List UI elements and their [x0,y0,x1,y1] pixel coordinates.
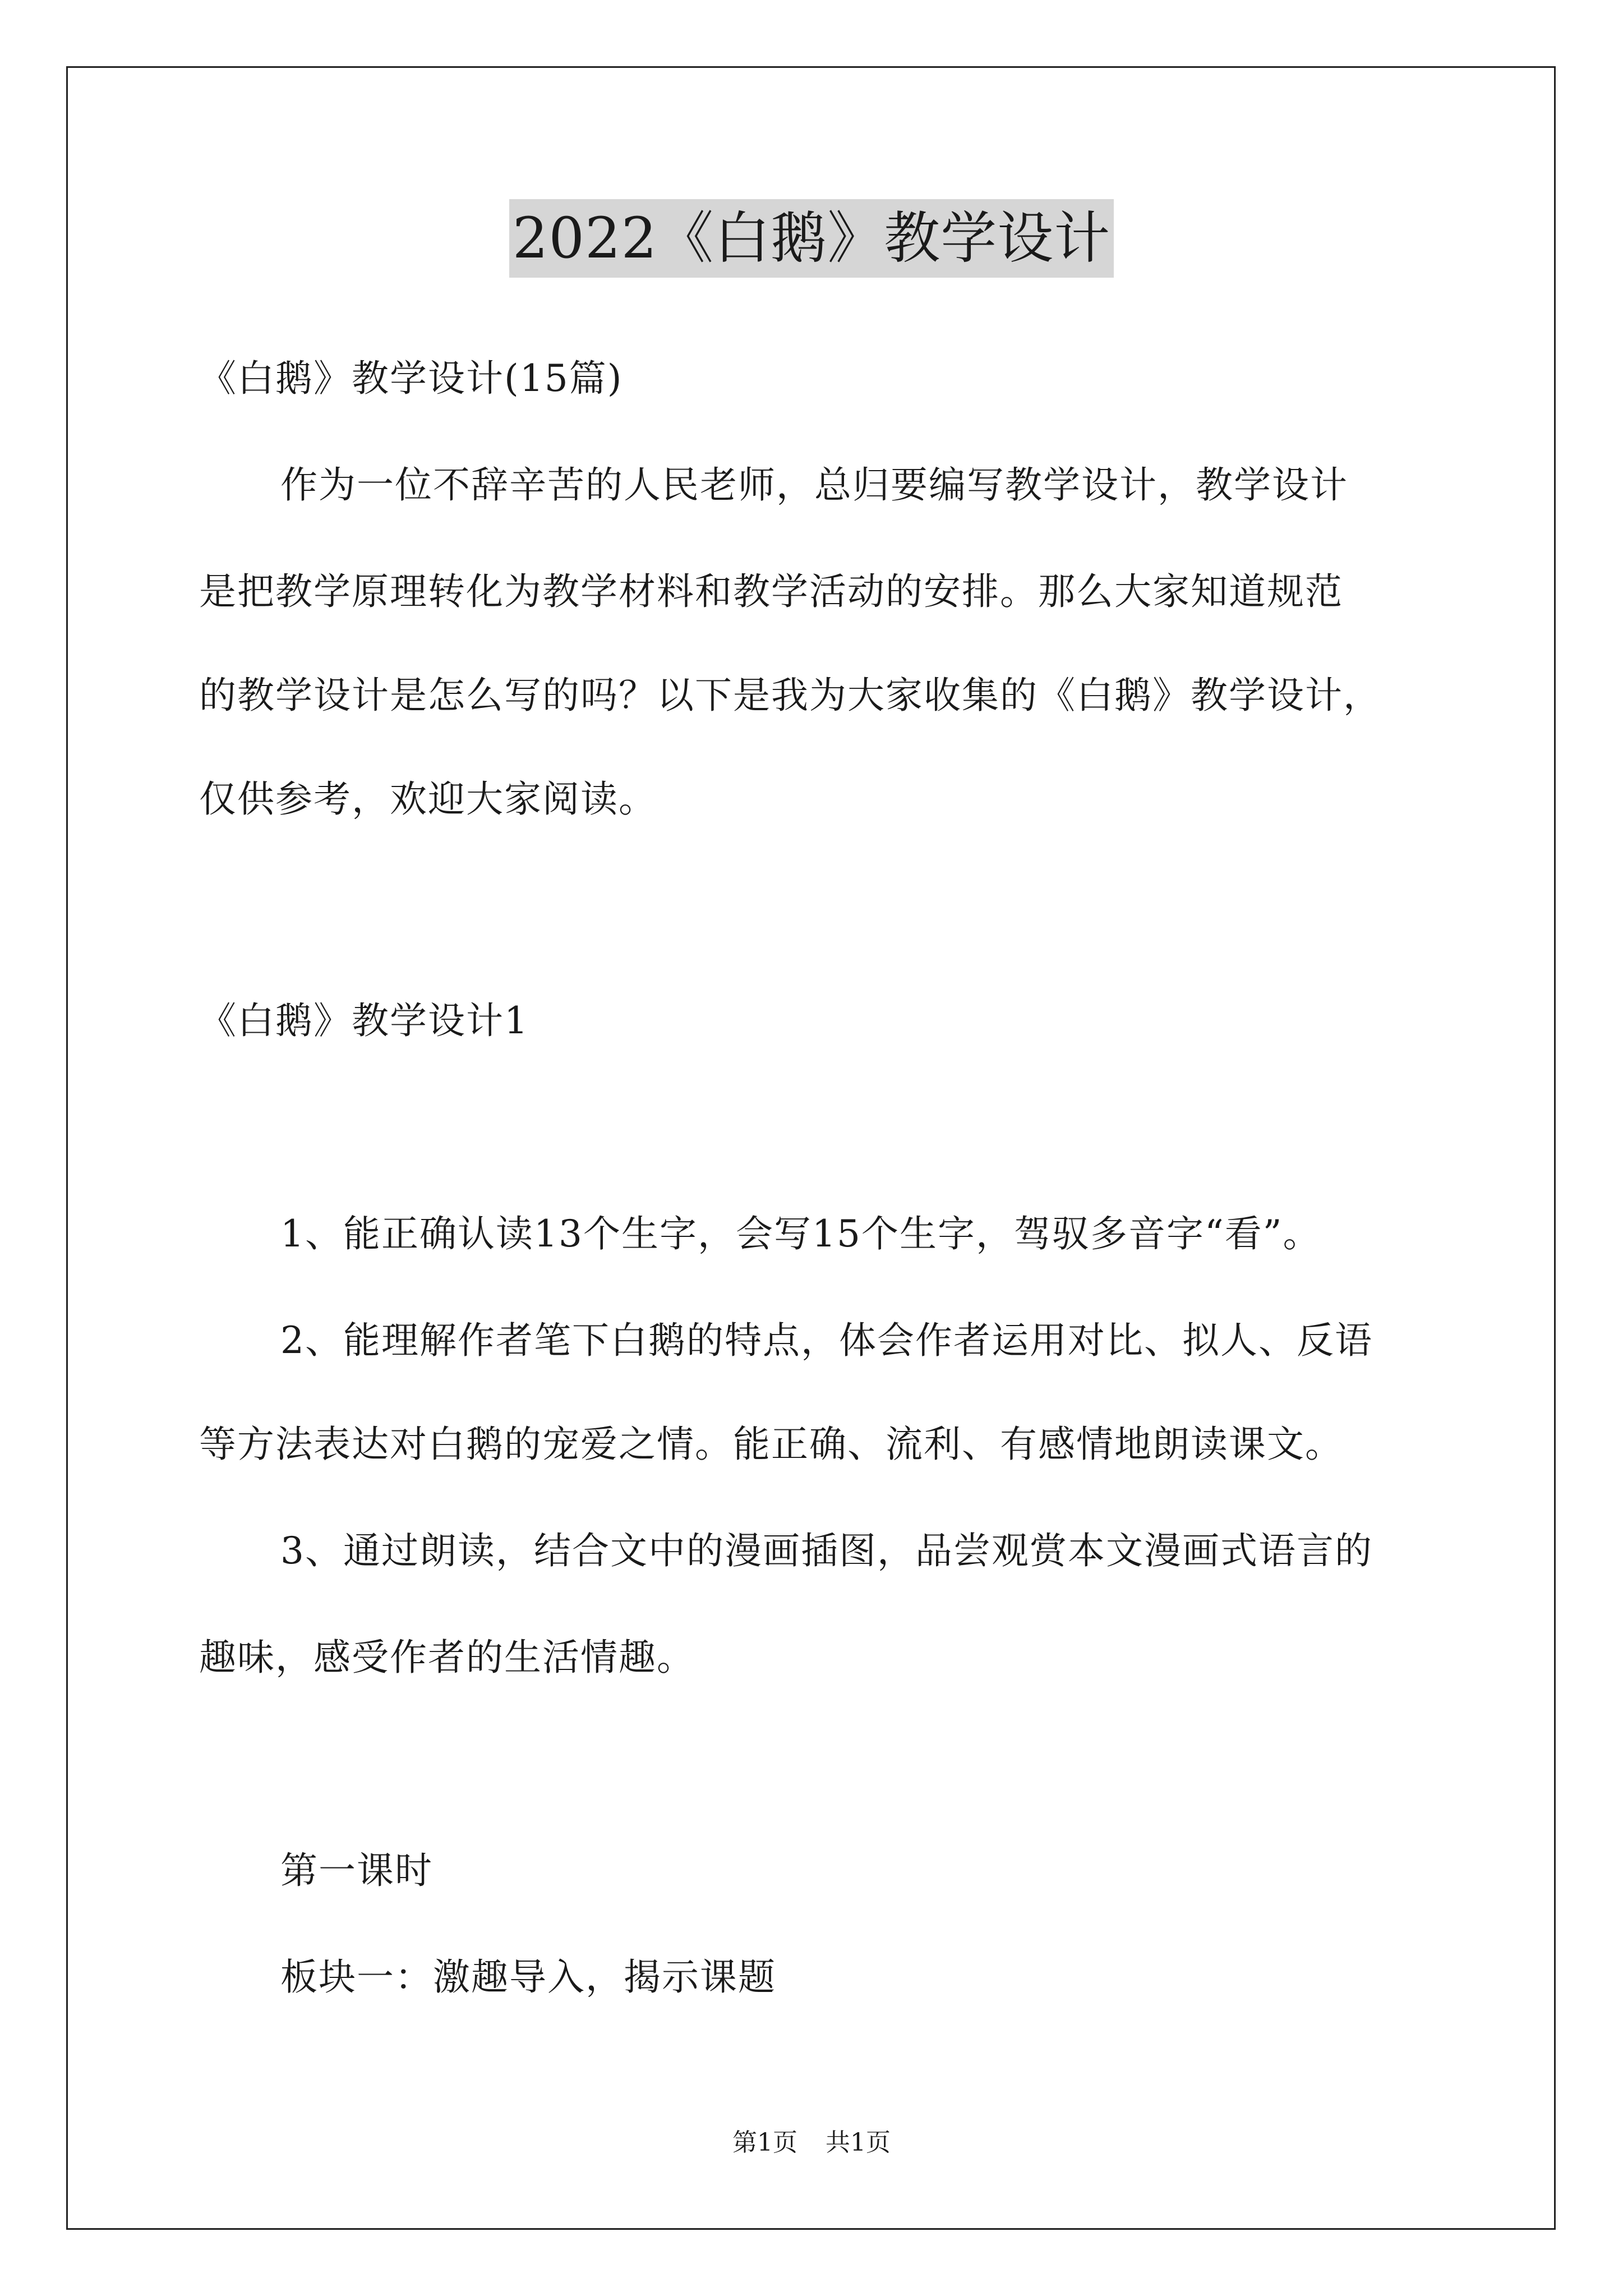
intro-line-4: 仅供参考，欢迎大家阅读。 [199,777,657,821]
section-heading: 《白鹅》教学设计1 [199,999,529,1042]
page-total: 共1页 [826,2128,891,2157]
document-title: 2022《白鹅》教学设计 [509,199,1114,278]
goal-line-1: 1、能正确认读13个生字，会写15个生字，驾驭多音字“看”。 [280,1212,1321,1255]
goal-line-2: 2、能理解作者笔下白鹅的特点，体会作者运用对比、拟人、反语 [280,1319,1373,1362]
intro-line-2: 是把教学原理转化为教学材料和教学活动的安排。那么大家知道规范 [199,570,1343,613]
goal-line-5: 趣味，感受作者的生活情趣。 [199,1636,695,1679]
document-subtitle: 《白鹅》教学设计(15篇) [199,357,623,400]
intro-line-3: 的教学设计是怎么写的吗？以下是我为大家收集的《白鹅》教学设计， [199,674,1381,717]
goal-line-4: 3、通过朗读，结合文中的漫画插图，品尝观赏本文漫画式语言的 [280,1529,1373,1572]
page-footer [0,2126,1623,2160]
page-current: 第1页 [732,2128,797,2157]
intro-line-1: 作为一位不辞辛苦的人民老师，总归要编写教学设计，教学设计 [280,463,1348,507]
lesson-label: 第一课时 [280,1849,433,1892]
goal-line-3: 等方法表达对白鹅的宠爱之情。能正确、流利、有感情地朗读课文。 [199,1423,1343,1466]
block-label: 板块一：激趣导入，揭示课题 [280,1955,776,1999]
title-container [0,199,1623,278]
